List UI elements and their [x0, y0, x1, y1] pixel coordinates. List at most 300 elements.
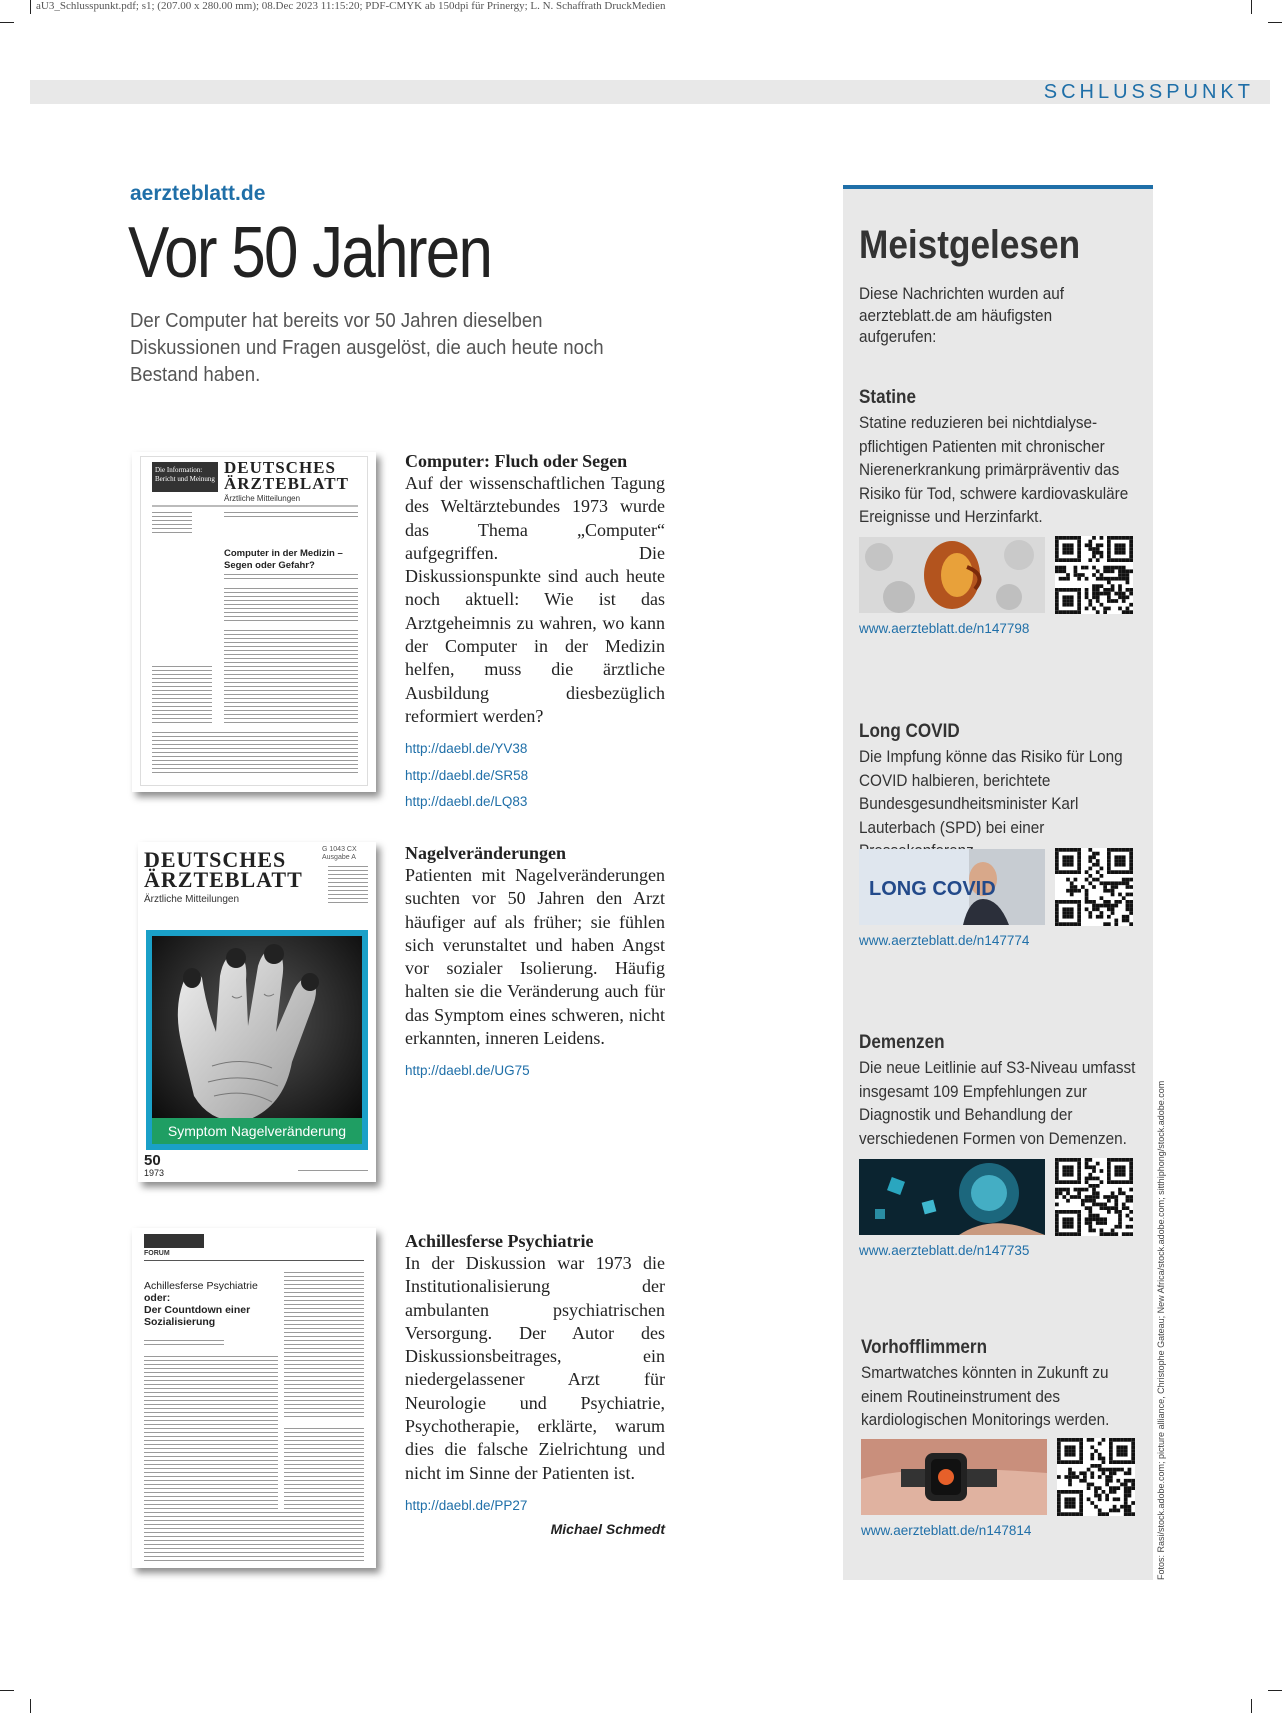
qr-module	[1079, 1471, 1083, 1475]
article-link[interactable]: http://daebl.de/YV38	[405, 741, 528, 757]
qr-module	[1085, 900, 1089, 904]
qr-module	[1072, 1490, 1076, 1494]
qr-module	[1077, 904, 1081, 908]
qr-module	[1085, 543, 1089, 547]
qr-code-icon[interactable]	[1055, 848, 1133, 926]
qr-module	[1098, 1475, 1102, 1479]
qr-module	[1074, 588, 1078, 592]
qr-module	[1114, 577, 1118, 581]
qr-module	[1105, 1479, 1109, 1483]
qr-module	[1114, 1203, 1118, 1207]
qr-module	[1129, 1173, 1133, 1177]
qr-module	[1100, 881, 1104, 885]
news-image-dementia	[859, 1159, 1045, 1235]
qr-module	[1077, 555, 1081, 559]
qr-module	[1122, 848, 1126, 852]
qr-module	[1062, 1195, 1066, 1199]
qr-module	[1062, 859, 1066, 863]
qr-module	[1122, 547, 1126, 551]
qr-module	[1055, 536, 1059, 540]
qr-module	[1096, 1217, 1100, 1221]
qr-module	[1107, 547, 1111, 551]
article-computer	[405, 450, 665, 816]
qr-module	[1129, 603, 1133, 607]
qr-module	[1122, 1191, 1126, 1195]
qr-module	[1109, 1471, 1113, 1475]
qr-module	[1129, 555, 1133, 559]
qr-module	[1103, 569, 1107, 573]
qr-module	[1062, 547, 1066, 551]
qr-module	[1122, 896, 1126, 900]
qr-module	[1122, 870, 1126, 874]
qr-module	[1059, 922, 1063, 926]
crop-mark	[1251, 0, 1252, 14]
qr-module	[1098, 1486, 1102, 1490]
qr-module	[1070, 1221, 1074, 1225]
qr-module	[1062, 1210, 1066, 1214]
news-link[interactable]: www.aerzteblatt.de/n147774	[859, 933, 1030, 948]
qr-module	[1055, 915, 1059, 919]
cover-text-block	[298, 1170, 368, 1173]
qr-module	[1122, 558, 1126, 562]
qr-module	[1062, 911, 1066, 915]
qr-module	[1129, 569, 1133, 573]
qr-module	[1068, 1468, 1072, 1472]
qr-module	[1107, 555, 1111, 559]
hand-illustration	[152, 936, 362, 1144]
qr-module	[1096, 1184, 1100, 1188]
qr-module	[1126, 610, 1130, 614]
qr-module	[1085, 607, 1089, 611]
qr-module	[1085, 588, 1089, 592]
qr-module	[1085, 907, 1089, 911]
qr-module	[1066, 863, 1070, 867]
qr-module	[1088, 543, 1092, 547]
news-item-long-covid	[859, 721, 1149, 863]
qr-module	[1092, 573, 1096, 577]
article-link[interactable]: http://daebl.de/SR58	[405, 767, 529, 783]
crop-mark	[1268, 22, 1282, 23]
qr-module	[1055, 919, 1059, 923]
qr-module	[1102, 1512, 1106, 1516]
qr-module	[1066, 870, 1070, 874]
qr-module	[1107, 536, 1111, 540]
qr-module	[1055, 543, 1059, 547]
qr-module	[1118, 859, 1122, 863]
qr-module	[1120, 1460, 1124, 1464]
qr-module	[1055, 870, 1059, 874]
qr-module	[1074, 558, 1078, 562]
qr-module	[1064, 1438, 1068, 1442]
qr-module	[1072, 1453, 1076, 1457]
qr-module	[1103, 588, 1107, 592]
qr-module	[1077, 536, 1081, 540]
qr-module	[1057, 1453, 1061, 1457]
qr-module	[1055, 1173, 1059, 1177]
qr-module	[1077, 1173, 1081, 1177]
cover-headline-line: oder:	[144, 1292, 171, 1304]
qr-module	[1074, 870, 1078, 874]
qr-module	[1077, 848, 1081, 852]
qr-module	[1126, 907, 1130, 911]
qr-module	[1076, 1475, 1080, 1479]
qr-module	[1129, 900, 1133, 904]
qr-module	[1092, 566, 1096, 570]
qr-module	[1055, 1203, 1059, 1207]
qr-module	[1094, 1449, 1098, 1453]
qr-module	[1066, 1165, 1070, 1169]
qr-module	[1070, 870, 1074, 874]
qr-module	[1055, 1177, 1059, 1181]
qr-module	[1118, 573, 1122, 577]
qr-module	[1107, 867, 1111, 871]
qr-module	[1122, 1158, 1126, 1162]
qr-module	[1079, 1509, 1083, 1513]
qr-module	[1066, 610, 1070, 614]
qr-module	[1107, 859, 1111, 863]
qr-module	[1077, 1221, 1081, 1225]
qr-module	[1096, 1221, 1100, 1225]
qr-module	[1092, 592, 1096, 596]
cover-text-block	[144, 1340, 224, 1348]
qr-module	[1116, 1468, 1120, 1472]
qr-module	[1103, 1206, 1107, 1210]
qr-module	[1103, 1232, 1107, 1236]
qr-module	[1055, 1221, 1059, 1225]
qr-module	[1126, 870, 1130, 874]
qr-module	[1126, 919, 1130, 923]
qr-module	[1077, 867, 1081, 871]
qr-module	[1107, 863, 1111, 867]
site-name[interactable]: aerzteblatt.de	[130, 182, 266, 205]
qr-module	[1103, 592, 1107, 596]
qr-module	[1055, 907, 1059, 911]
press-conference-image	[859, 849, 1045, 925]
kidney-image	[859, 537, 1045, 613]
qr-module	[1055, 911, 1059, 915]
qr-module	[1077, 1165, 1081, 1169]
qr-module	[1118, 1221, 1122, 1225]
qr-module	[1114, 1169, 1118, 1173]
qr-module	[1129, 1217, 1133, 1221]
qr-module	[1074, 1195, 1078, 1199]
cover-section-box	[144, 1234, 204, 1248]
qr-module	[1114, 1206, 1118, 1210]
qr-module	[1094, 1464, 1098, 1468]
qr-module	[1090, 1457, 1094, 1461]
qr-module	[1061, 1512, 1065, 1516]
qr-module	[1055, 599, 1059, 603]
qr-module	[1098, 1494, 1102, 1498]
qr-module	[1118, 595, 1122, 599]
article-3-cover	[132, 1228, 376, 1568]
qr-module	[1066, 536, 1070, 540]
qr-module	[1100, 915, 1104, 919]
qr-module	[1077, 1214, 1081, 1218]
qr-module	[1070, 543, 1074, 547]
qr-module	[1088, 1184, 1092, 1188]
qr-module	[1107, 852, 1111, 856]
qr-module	[1111, 536, 1115, 540]
qr-module	[1122, 1180, 1126, 1184]
qr-module	[1055, 1214, 1059, 1218]
photo-credits: Fotos: Rasi/stock.adobe.com; picture alliance, Christophe Gateau; New Africa/stock.adobe.com; sitthiphong/stock.adobe.com	[1156, 1080, 1166, 1580]
qr-module	[1113, 1460, 1117, 1464]
qr-code-graphic	[1057, 1438, 1135, 1516]
qr-module	[1092, 1229, 1096, 1233]
qr-module	[1066, 1191, 1070, 1195]
qr-module	[1066, 889, 1070, 893]
qr-module	[1107, 922, 1111, 926]
news-link[interactable]: www.aerzteblatt.de/n147814	[861, 1523, 1032, 1538]
qr-module	[1114, 599, 1118, 603]
qr-module	[1111, 577, 1115, 581]
qr-module	[1070, 603, 1074, 607]
qr-code-icon[interactable]	[1055, 536, 1133, 614]
qr-module	[1092, 1188, 1096, 1192]
news-image-smartwatch	[861, 1439, 1047, 1515]
qr-module	[1103, 900, 1107, 904]
qr-module	[1085, 893, 1089, 897]
qr-module	[1076, 1438, 1080, 1442]
qr-module	[1109, 1457, 1113, 1461]
qr-module	[1092, 855, 1096, 859]
qr-module	[1079, 1442, 1083, 1446]
qr-module	[1107, 889, 1111, 893]
qr-module	[1111, 870, 1115, 874]
qr-module	[1103, 1203, 1107, 1207]
qr-module	[1105, 1512, 1109, 1516]
qr-module	[1076, 1490, 1080, 1494]
qr-module	[1066, 1158, 1070, 1162]
qr-module	[1059, 569, 1063, 573]
qr-module	[1066, 603, 1070, 607]
qr-module	[1094, 1486, 1098, 1490]
qr-module	[1122, 1203, 1126, 1207]
qr-module	[1124, 1460, 1128, 1464]
qr-module	[1111, 1206, 1115, 1210]
qr-module	[1077, 1162, 1081, 1166]
qr-module	[1113, 1505, 1117, 1509]
qr-module	[1122, 878, 1126, 882]
qr-module	[1079, 1490, 1083, 1494]
qr-module	[1088, 1199, 1092, 1203]
article-link[interactable]: http://daebl.de/LQ83	[405, 794, 528, 810]
qr-code-graphic	[1055, 848, 1133, 926]
qr-module	[1070, 922, 1074, 926]
qr-module	[1055, 900, 1059, 904]
qr-module	[1102, 1490, 1106, 1494]
qr-module	[1055, 863, 1059, 867]
qr-module	[1059, 558, 1063, 562]
qr-module	[1055, 592, 1059, 596]
qr-module	[1122, 1232, 1126, 1236]
qr-module	[1090, 1453, 1094, 1457]
qr-module	[1074, 610, 1078, 614]
qr-module	[1055, 1217, 1059, 1221]
qr-module	[1055, 595, 1059, 599]
qr-module	[1128, 1486, 1132, 1490]
qr-module	[1098, 1464, 1102, 1468]
qr-module	[1087, 1438, 1091, 1442]
qr-module	[1107, 848, 1111, 852]
qr-module	[1066, 1232, 1070, 1236]
news-link[interactable]: www.aerzteblatt.de/n147798	[859, 621, 1030, 636]
qr-module	[1077, 610, 1081, 614]
cover-issue-number: 50	[144, 1152, 161, 1169]
qr-module	[1103, 610, 1107, 614]
qr-module	[1077, 852, 1081, 856]
qr-module	[1120, 1468, 1124, 1472]
qr-module	[1085, 595, 1089, 599]
qr-module	[1126, 595, 1130, 599]
qr-module	[1118, 881, 1122, 885]
qr-module	[1118, 592, 1122, 596]
qr-module	[1057, 1445, 1061, 1449]
qr-module	[1111, 599, 1115, 603]
cover-section-label: FORUM	[144, 1250, 170, 1257]
qr-module	[1114, 543, 1118, 547]
long-covid-image-text: LONG COVID	[869, 878, 996, 900]
qr-module	[1055, 1210, 1059, 1214]
qr-module	[1131, 1486, 1135, 1490]
news-link[interactable]: www.aerzteblatt.de/n147735	[859, 1243, 1030, 1258]
qr-module	[1066, 547, 1070, 551]
qr-module	[1100, 1229, 1104, 1233]
qr-module	[1100, 911, 1104, 915]
article-2-cover	[138, 842, 376, 1182]
qr-module	[1129, 870, 1133, 874]
qr-module	[1059, 536, 1063, 540]
qr-module	[1055, 603, 1059, 607]
qr-module	[1066, 1210, 1070, 1214]
qr-module	[1128, 1468, 1132, 1472]
qr-module	[1100, 543, 1104, 547]
qr-module	[1092, 584, 1096, 588]
qr-module	[1062, 1180, 1066, 1184]
qr-module	[1088, 603, 1092, 607]
qr-module	[1077, 595, 1081, 599]
qr-module	[1120, 1453, 1124, 1457]
qr-module	[1122, 1206, 1126, 1210]
qr-module	[1126, 881, 1130, 885]
qr-code-graphic	[1055, 536, 1133, 614]
qr-module	[1107, 595, 1111, 599]
article-title: Computer: Fluch oder Segen	[405, 451, 628, 471]
qr-module	[1066, 900, 1070, 904]
qr-module	[1059, 848, 1063, 852]
qr-module	[1066, 1221, 1070, 1225]
qr-module	[1077, 907, 1081, 911]
qr-module	[1085, 592, 1089, 596]
qr-module	[1126, 588, 1130, 592]
qr-module	[1114, 1199, 1118, 1203]
qr-module	[1057, 1438, 1061, 1442]
qr-module	[1092, 536, 1096, 540]
qr-module	[1068, 1501, 1072, 1505]
qr-module	[1094, 1490, 1098, 1494]
qr-module	[1059, 1191, 1063, 1195]
qr-module	[1077, 855, 1081, 859]
article-link[interactable]: http://daebl.de/UG75	[405, 1063, 530, 1079]
qr-module	[1109, 1445, 1113, 1449]
qr-module	[1066, 1225, 1070, 1229]
qr-module	[1079, 1453, 1083, 1457]
qr-module	[1107, 1162, 1111, 1166]
crop-mark	[0, 22, 14, 23]
qr-module	[1068, 1483, 1072, 1487]
qr-module	[1059, 1232, 1063, 1236]
qr-module	[1118, 1214, 1122, 1218]
qr-module	[1124, 1438, 1128, 1442]
qr-module	[1124, 1483, 1128, 1487]
qr-code-icon[interactable]	[1057, 1438, 1135, 1516]
qr-module	[1062, 551, 1066, 555]
qr-module	[1122, 543, 1126, 547]
article-links	[405, 736, 665, 816]
qr-module	[1066, 855, 1070, 859]
qr-module	[1107, 543, 1111, 547]
qr-module	[1122, 1169, 1126, 1173]
qr-module	[1055, 1195, 1059, 1199]
qr-module	[1088, 848, 1092, 852]
qr-module	[1126, 1158, 1130, 1162]
qr-module	[1092, 904, 1096, 908]
qr-module	[1129, 852, 1133, 856]
qr-module	[1062, 1217, 1066, 1221]
qr-module	[1126, 1195, 1130, 1199]
qr-module	[1122, 551, 1126, 555]
qr-module	[1055, 922, 1059, 926]
qr-module	[1114, 904, 1118, 908]
qr-module	[1111, 889, 1115, 893]
qr-module	[1070, 881, 1074, 885]
qr-module	[1109, 1438, 1113, 1442]
section-bar	[30, 80, 1270, 104]
qr-module	[1114, 855, 1118, 859]
qr-module	[1096, 551, 1100, 555]
qr-module	[1088, 900, 1092, 904]
qr-module	[1062, 566, 1066, 570]
qr-module	[1107, 577, 1111, 581]
qr-module	[1062, 595, 1066, 599]
news-image-kidney	[859, 537, 1045, 613]
qr-module	[1114, 592, 1118, 596]
qr-module	[1074, 1210, 1078, 1214]
qr-module	[1129, 1169, 1133, 1173]
cover-rule	[144, 1260, 364, 1261]
qr-module	[1088, 1217, 1092, 1221]
qr-module	[1111, 569, 1115, 573]
article-link[interactable]: http://daebl.de/PP27	[405, 1497, 528, 1513]
qr-module	[1088, 1165, 1092, 1169]
qr-module	[1098, 1468, 1102, 1472]
qr-module	[1064, 1497, 1068, 1501]
qr-module	[1085, 1158, 1089, 1162]
qr-module	[1122, 595, 1126, 599]
qr-code-icon[interactable]	[1055, 1158, 1133, 1236]
qr-module	[1074, 1158, 1078, 1162]
qr-module	[1092, 1199, 1096, 1203]
qr-module	[1074, 922, 1078, 926]
qr-module	[1070, 1232, 1074, 1236]
qr-module	[1083, 1479, 1087, 1483]
qr-module	[1129, 1188, 1133, 1192]
qr-module	[1059, 900, 1063, 904]
cover-info-text: Die Information: Bericht und Meinung	[155, 466, 215, 483]
qr-module	[1070, 889, 1074, 893]
qr-module	[1064, 1505, 1068, 1509]
